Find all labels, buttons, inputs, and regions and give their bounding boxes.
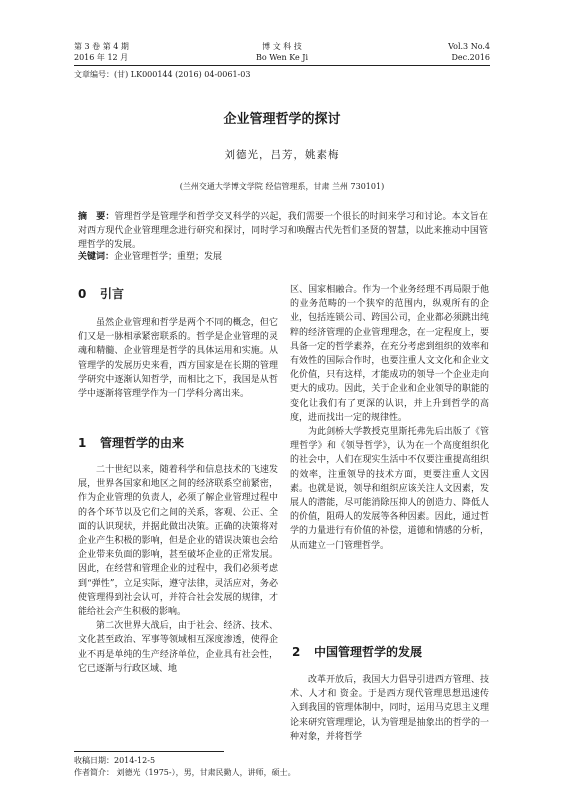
- journal-pinyin: Bo Wen Ke Ji: [255, 53, 309, 62]
- paragraph: 改革开放后，我国大力倡导引进西方管理、技术、人才和 资金。于是西方现代管理思想迅速传入到我国的管理体制中，同时，运用马克思主义理论来研究管理理论，认为管理是抽象出的哲学的一种对象，并将哲学: [290, 675, 489, 742]
- section-2-body: [290, 673, 489, 744]
- section-number: 1: [78, 436, 87, 450]
- abstract-text: 管理哲学是管理学和哲学交叉科学的兴起，我们需要一个很长的时间来学习和讨论。本文旨在对西方现代企业管理理念进行研究和探讨，同时学习和唤醒古代先哲们圣贤的智慧，以此来推动中国管理哲学的发展。: [78, 212, 488, 250]
- keywords: [78, 251, 488, 264]
- keywords-text: 企业管理哲学；重塑；发展: [114, 252, 223, 262]
- received-date: 收稿日期：2014-12-5: [74, 756, 156, 765]
- keywords-label: 关键词：: [78, 252, 115, 262]
- section-number: 2: [292, 645, 301, 659]
- issue-date: 2016 年 12 月: [74, 53, 129, 62]
- paragraph: 区、国家相融合。作为一个业务经理不再局限于他的业务范畴的一个狭窄的范围内，纵观所有的企业，包括连锁公司、跨国公司，企业都必须跳出纯粹的经济管理的企业管理理念，在一定程度上，要具备一定的哲学素养，在充分考虑到组织的效率和有效性的国际合作时，也要注重人文文化和企业文化价值，只有这样，才能成功的领导一个企业走向更大的成功。因此，关于企业和企业领导的职能的变化让我们有了更深的认识，并上升到哲学的高度，进而找出一定的规律性。: [290, 285, 489, 423]
- abstract: [78, 210, 488, 252]
- abstract-label: 摘 要：: [78, 212, 115, 222]
- section-heading-1: [78, 434, 184, 451]
- volume-issue: 第 3 卷 第 4 期: [74, 42, 129, 51]
- section-heading-0: [78, 285, 124, 302]
- author-bio: 作者简介： 刘德光（1975-），男，甘肃民勤人，讲师，硕士。: [74, 768, 296, 777]
- issue-date-en: Dec.2016: [451, 53, 490, 62]
- paragraph: 第二次世界大战后，由于社会、经济、技术、文化甚至政治、军事等领域相互深度渗透，使得企业不再是单纯的生产经济单位，企业具有社会性，它已逐渐与行政区域、地: [78, 621, 278, 674]
- paragraph: 虽然企业管理和哲学是两个不同的概念，但它们又是一脉相承紧密联系的。哲学是企业管理的灵魂和精髓、企业管理是哲学的具体运用和实施。从管理学的发展历史来看，西方国家是在长期的管理学研究中逐渐认知哲学，而相比之下，我国是从哲学中逐渐将管理学作为一门学科分离出来。: [78, 318, 278, 400]
- right-column-body: [290, 283, 489, 553]
- authors: 刘德光，吕芳，姚素梅: [224, 149, 340, 161]
- section-title: 管理哲学的由来: [100, 436, 185, 450]
- section-1-body: [78, 463, 278, 676]
- journal-name: 博 文 科 技: [262, 42, 302, 51]
- paragraph: 为此剑桥大学教授克里斯托弗先后出版了《管理哲学》和《领导哲学》，认为在一个高度组织化的社会中，人们在现实生活中不仅要注重提高组织的效率，注重领导的技术方面，更要注重人文因素。也就是说，领导和组织应该关注人文因素，发展人的潜能，尽可能消除压抑人的创造力、降低人的价值，阻碍人的发展等各种因素。因此，通过哲学的力量进行有价值的补偿，道德和情感的分析，从而建立一门管理哲学。: [290, 427, 489, 551]
- header-rule: [74, 65, 490, 66]
- section-title: 中国管理哲学的发展: [314, 645, 423, 659]
- section-heading-2: [292, 643, 422, 660]
- footnote-rule: [74, 751, 224, 752]
- affiliation: (兰州交通大学博文学院 经信管理系，甘肃 兰州 730101): [179, 182, 385, 191]
- section-number: 0: [78, 287, 87, 301]
- intro-body: [78, 316, 278, 401]
- volume-issue-en: Vol.3 No.4: [448, 42, 490, 51]
- paragraph: 二十世纪以来，随着科学和信息技术的飞速发展，世界各国家和地区之间的经济联系空前紧密，作为企业管理的负责人，必须了解企业管理过程中的各个环节以及它们之间的关系，客观、公正、全面的认识现状，并据此做出决策。正确的决策将对企业产生积极的影响，但是企业的错误决策也会给企业带来负面的影响，甚至破坏企业的正常发展。因此，在经营和管理企业的过程中，我们必须考虑到“弹性”，立足实际，遵守法律，灵活应对，务必使管理得到社会认可，并符合社会发展的规律，才能给社会产生积极的影响。: [78, 465, 278, 618]
- article-number: 文章编号：(甘) LK000144 (2016) 04-0061-03: [74, 70, 251, 79]
- paper-title: 企业管理哲学的探讨: [223, 112, 341, 127]
- section-title: 引言: [100, 287, 125, 301]
